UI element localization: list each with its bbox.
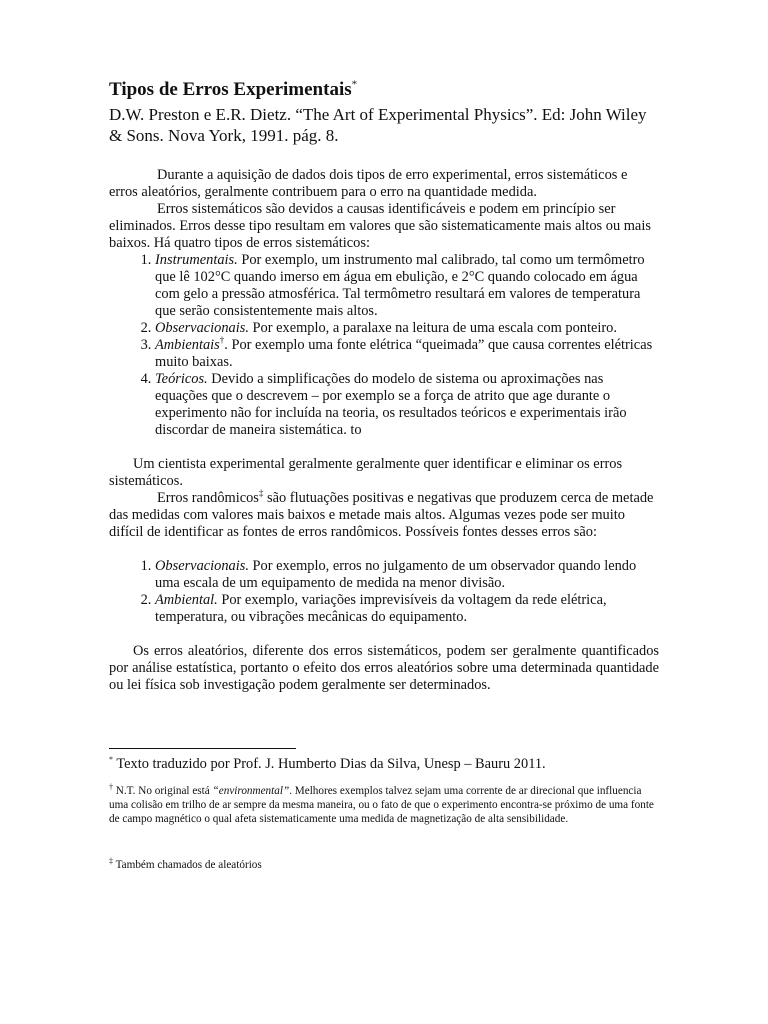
paragraph-systematic: Erros sistemáticos são devidos a causas identificáveis e podem em princípio ser eliminados. Erros desse tipo resultam em valores que são sistematicamente mais altos ou mais baixos. Há quatro tipos de erros sistemáticos: <box>109 201 651 251</box>
document-title <box>109 78 659 102</box>
list-item-term: Observacionais. <box>155 320 249 336</box>
title-footnote-mark: * <box>351 78 358 91</box>
list-item-text: Por exemplo, erros no julgamento de um observador quando lendo uma escala de um equipamento de medida na menor divisão. <box>155 558 637 591</box>
footnote-mark: * <box>109 755 113 765</box>
random-errors-mark: ‡ <box>258 488 264 499</box>
list-item-term: Instrumentais. <box>155 252 238 268</box>
spacer <box>109 541 659 558</box>
spacer <box>109 626 659 643</box>
list-item-text: Por exemplo, a paralaxe na leitura de uma escala com ponteiro. <box>248 320 617 336</box>
footnote-translation <box>109 756 669 773</box>
systematic-errors-list <box>109 252 659 439</box>
random-errors-list <box>109 558 659 626</box>
footnote-mark: † <box>109 782 113 792</box>
footnote-text: Também chamados de aleatórios <box>113 859 262 871</box>
random-errors-text: são flutuações positivas e negativas que produzem cerca de metade das medidas com valores mais baixos e metade mais altos. Algumas vezes pode ser muito difícil de identificar as fontes de erros randômicos. Possíveis fontes desses erros são: <box>109 490 654 540</box>
footnote-divider <box>109 748 296 749</box>
list-item-term: Ambientais <box>155 337 220 353</box>
footnote-text: Texto traduzido por Prof. J. Humberto Dias da Silva, Unesp – Bauru 2011. <box>113 756 546 772</box>
paragraph-scientist: Um cientista experimental geralmente geralmente quer identificar e eliminar os erros sistemáticos. <box>109 456 623 489</box>
paragraph-random <box>109 490 659 541</box>
footnote-text: N.T. No original está <box>113 785 213 797</box>
title-text: Tipos de Erros Experimentais <box>109 79 352 100</box>
list-item-mark: † <box>219 335 225 346</box>
list-item-term: Teóricos. <box>155 371 208 387</box>
reference-citation: D.W. Preston e E.R. Dietz. “The Art of Experimental Physics”. Ed: John Wiley & Sons. Nova York, 1991. pág. 8. <box>109 105 647 145</box>
list-item-text: Devido a simplificações do modelo de sistema ou aproximações nas equações que o descrevem – por exemplo se a força de atrito que age durante o experimento não for incluída na teoria, os resultados teóricos e experimentais irão discordar de maneira sistemática. to <box>155 371 627 438</box>
document-body <box>109 167 659 694</box>
list-item <box>155 558 659 592</box>
footnote-text: . Melhores exemplos talvez sejam uma corrente de ar direcional que influencia uma colisão em trilho de ar sempre da mesma maneira, ou o fato de que o experimento encontra-se próximo de uma fonte de campo magnético o qual afeta sistematicamente uma medida de magnetização de alta sensibilidade. <box>109 785 654 825</box>
list-item-text: . Por exemplo uma fonte elétrica “queimada” que causa correntes elétricas muito baixas. <box>155 337 653 370</box>
list-item <box>155 371 659 439</box>
footnote-random <box>109 858 659 872</box>
list-item <box>155 337 659 371</box>
list-item-text: Por exemplo, variações imprevisíveis da voltagem da rede elétrica, temperatura, ou vibrações mecânicas do equipamento. <box>155 592 607 625</box>
footnote-environmental <box>109 784 659 826</box>
footnote-term: “environmental” <box>212 785 290 797</box>
list-item <box>155 592 659 626</box>
paragraph-intro: Durante a aquisição de dados dois tipos de erro experimental, erros sistemáticos e erros aleatórios, geralmente contribuem para o erro na quantidade medida. <box>109 167 628 200</box>
list-item-term: Ambiental. <box>155 592 218 608</box>
paragraph-conclusion: Os erros aleatórios, diferente dos erros sistemáticos, podem ser geralmente quantificados por análise estatística, portanto o efeito dos erros aleatórios sobre uma determinada quantidade ou lei física sob investigação podem geralmente ser determinados. <box>109 643 659 693</box>
spacer <box>109 439 659 456</box>
footnote-mark: ‡ <box>109 856 113 866</box>
list-item <box>155 252 659 320</box>
document-page <box>109 78 659 694</box>
list-item <box>155 320 659 337</box>
list-item-text: Por exemplo, um instrumento mal calibrado, tal como um termômetro que lê 102°C quando imerso em água em ebulição, e 2°C quando colocado em água com gelo a pressão atmosférica. Tal termômetro resultará em valores de temperatura que serão consistentemente mais altos. <box>155 252 645 319</box>
random-errors-term: Erros randômicos <box>157 490 259 506</box>
list-item-term: Observacionais. <box>155 558 249 574</box>
